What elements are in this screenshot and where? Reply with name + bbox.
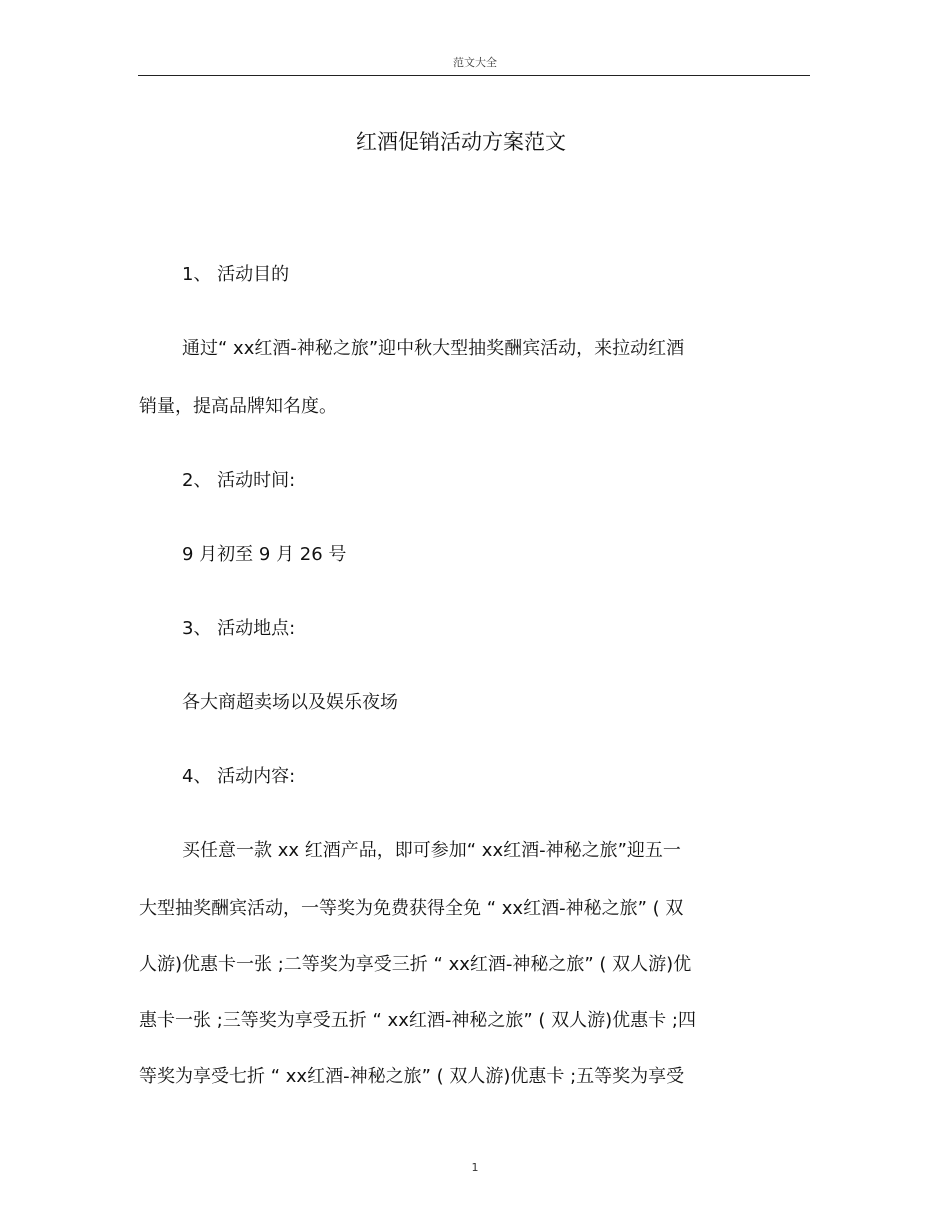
section-heading: 4、 活动内容: bbox=[182, 766, 296, 787]
header-divider bbox=[138, 75, 810, 76]
paragraph-line: 9 月初至 9 月 26 号 bbox=[182, 544, 347, 565]
document-title: 红酒促销活动方案范文 bbox=[356, 130, 566, 154]
paragraph-line: 大型抽奖酬宾活动，一等奖为免费获得全免 “ xx红酒-神秘之旅” ( 双 bbox=[139, 898, 684, 919]
section-heading: 3、 活动地点: bbox=[182, 618, 296, 639]
paragraph-line: 通过“ xx红酒-神秘之旅”迎中秋大型抽奖酬宾活动，来拉动红酒 bbox=[182, 338, 685, 359]
header-text: 范文大全 bbox=[453, 56, 497, 69]
paragraph-line: 人游)优惠卡一张 ;二等奖为享受三折 “ xx红酒-神秘之旅” ( 双人游)优 bbox=[139, 954, 692, 975]
paragraph-line: 买任意一款 xx 红酒产品，即可参加“ xx红酒-神秘之旅”迎五一 bbox=[182, 840, 681, 861]
paragraph-line: 销量，提高品牌知名度。 bbox=[139, 396, 337, 417]
section-heading: 1、 活动目的 bbox=[182, 264, 290, 285]
page-number: 1 bbox=[471, 1161, 479, 1174]
paragraph-line: 等奖为享受七折 “ xx红酒-神秘之旅” ( 双人游)优惠卡 ;五等奖为享受 bbox=[139, 1066, 685, 1087]
paragraph-line: 惠卡一张 ;三等奖为享受五折 “ xx红酒-神秘之旅” ( 双人游)优惠卡 ;四 bbox=[139, 1010, 696, 1031]
paragraph-line: 各大商超卖场以及娱乐夜场 bbox=[182, 692, 398, 713]
section-heading: 2、 活动时间: bbox=[182, 470, 296, 491]
